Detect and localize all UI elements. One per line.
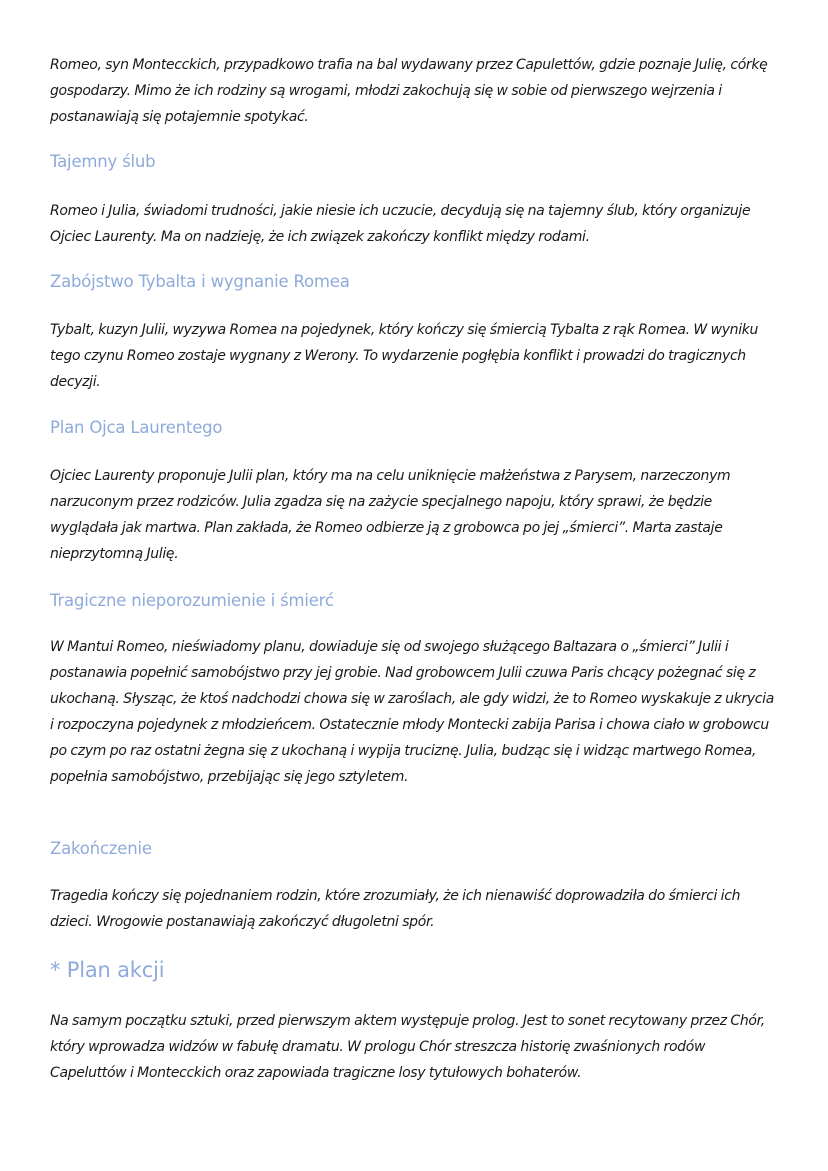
section-paragraph-tajemny-slub: Romeo i Julia, świadomi trudności, jakie niesie ich uczucie, decydują się na tajemny ślub, który organizuje Ojciec Laurenty. Ma on nadzieję, że ich związek zakończy konflikt między rodami. [50, 202, 751, 245]
section-heading-zabojstwo-tybalta: Zabójstwo Tybalta i wygnanie Romea [50, 272, 350, 291]
section-paragraph-plan-akcji: Na samym początku sztuki, przed pierwszym aktem występuje prolog. Jest to sonet recytowany przez Chór, który wprowadza widzów w fabułę dramatu. W prologu Chór streszcza historię zwaśnionych rodów Capeluttów i Montecckich oraz zapowiada tragiczne losy tytułowych bohaterów. [50, 1012, 765, 1081]
section-paragraph-zabojstwo-tybalta: Tybalt, kuzyn Julii, wyzywa Romea na pojedynek, który kończy się śmiercią Tybalta z rąk Romea. W wyniku tego czynu Romeo zostaje wygnany z Werony. To wydarzenie pogłębia konflikt i prowadzi do tragicznych decyzji. [50, 321, 759, 390]
section-heading-tajemny-slub: Tajemny ślub [50, 152, 156, 171]
intro-paragraph: Romeo, syn Montecckich, przypadkowo trafia na bal wydawany przez Capulettów, gdzie poznaje Julię, córkę gospodarzy. Mimo że ich rodziny są wrogami, młodzi zakochują się w sobie od pierwszego wejrzenia i postanawiają się potajemnie spotykać. [50, 56, 768, 125]
section-heading-plan-akcji: * Plan akcji [50, 958, 165, 982]
section-heading-tragiczne-nieporozumienie: Tragiczne nieporozumienie i śmierć [50, 591, 334, 610]
section-paragraph-tragiczne-nieporozumienie: W Mantui Romeo, nieświadomy planu, dowiaduje się od swojego służącego Baltazara o „śmierci” Julii i postanawia popełnić samobójstwo przy jej grobie. Nad grobowcem Julii czuwa Paris chcący pożegnać się z ukochaną. Słysząc, że ktoś nadchodzi chowa się w zaroślach, ale gdy widzi, że to Romeo wyskakuje z ukrycia i rozpoczyna pojedynek z młodzieńcem. Ostatecznie młody Montecki zabija Parisa i chowa ciało w grobowcu po czym po raz ostatni żegna się z ukochaną i wypija truciznę. Julia, budząc się i widząc martwego Romea, popełnia samobójstwo, przebijając się jego sztyletem. [50, 638, 774, 785]
section-paragraph-plan-ojca: Ojciec Laurenty proponuje Julii plan, który ma na celu uniknięcie małżeństwa z Parysem, narzeczonym narzuconym przez rodziców. Julia zgadza się na zażycie specjalnego napoju, który sprawi, że będzie wyglądała jak martwa. Plan zakłada, że Romeo odbierze ją z grobowca po jej „śmierci”. Marta zastaje nieprzytomną Julię. [50, 467, 731, 562]
section-paragraph-zakonczenie: Tragedia kończy się pojednaniem rodzin, które zrozumiały, że ich nienawiść doprowadziła do śmierci ich dzieci. Wrogowie postanawiają zakończyć długoletni spór. [50, 887, 741, 930]
section-heading-plan-ojca: Plan Ojca Laurentego [50, 418, 223, 437]
section-heading-zakonczenie: Zakończenie [50, 839, 152, 858]
